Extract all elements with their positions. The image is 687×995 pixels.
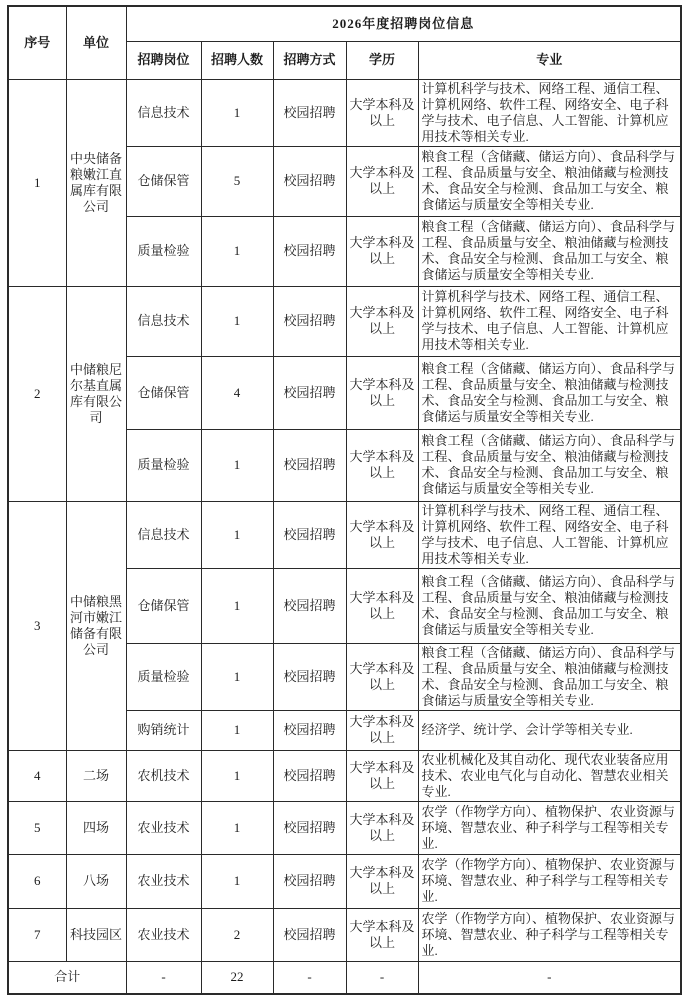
education-cell: 大学本科及以上 — [346, 79, 418, 146]
education-cell: 大学本科及以上 — [346, 501, 418, 568]
position-cell: 信息技术 — [126, 286, 201, 356]
education-cell: 大学本科及以上 — [346, 801, 418, 854]
total-education-cell: - — [346, 961, 418, 994]
major-cell: 粮食工程（含储藏、储运方向）、食品科学与工程、食品质量与安全、粮油储藏与检测技术、食品安全与检测、食品加工与安全、粮食储运与质量安全等相关专业. — [418, 429, 681, 501]
column-header-count: 招聘人数 — [201, 41, 273, 79]
index-cell: 3 — [8, 501, 66, 750]
unit-cell: 四场 — [66, 801, 126, 854]
major-cell: 粮食工程（含储藏、储运方向）、食品科学与工程、食品质量与安全、粮油储藏与检测技术、食品安全与检测、食品加工与安全、粮食储运与质量安全等相关专业. — [418, 568, 681, 643]
column-header-major: 专业 — [418, 41, 681, 79]
position-cell: 农业技术 — [126, 801, 201, 854]
major-cell: 粮食工程（含储藏、储运方向）、食品科学与工程、食品质量与安全、粮油储藏与检测技术、食品安全与检测、食品加工与安全、粮食储运与质量安全等相关专业. — [418, 643, 681, 710]
major-cell: 计算机科学与技术、网络工程、通信工程、计算机网络、软件工程、网络安全、电子科学与技术、电子信息、人工智能、计算机应用技术等相关专业. — [418, 286, 681, 356]
table-row — [8, 501, 681, 568]
method-cell: 校园招聘 — [273, 908, 346, 961]
count-cell: 1 — [201, 429, 273, 501]
method-cell: 校园招聘 — [273, 216, 346, 286]
education-cell: 大学本科及以上 — [346, 710, 418, 750]
table-row — [8, 750, 681, 801]
position-cell: 质量检验 — [126, 429, 201, 501]
education-cell: 大学本科及以上 — [346, 146, 418, 216]
index-cell: 5 — [8, 801, 66, 854]
method-cell: 校园招聘 — [273, 429, 346, 501]
position-cell: 质量检验 — [126, 216, 201, 286]
index-cell: 7 — [8, 908, 66, 961]
count-cell: 1 — [201, 568, 273, 643]
unit-cell: 二场 — [66, 750, 126, 801]
count-cell: 1 — [201, 710, 273, 750]
method-cell: 校园招聘 — [273, 801, 346, 854]
major-cell: 经济学、统计学、会计学等相关专业. — [418, 710, 681, 750]
index-cell: 2 — [8, 286, 66, 501]
method-cell: 校园招聘 — [273, 356, 346, 429]
column-header-position: 招聘岗位 — [126, 41, 201, 79]
method-cell: 校园招聘 — [273, 286, 346, 356]
unit-cell: 中储粮尼尔基直属库有限公司 — [66, 286, 126, 501]
count-cell: 1 — [201, 801, 273, 854]
index-cell: 6 — [8, 854, 66, 908]
total-method-cell: - — [273, 961, 346, 994]
table-row — [8, 286, 681, 356]
method-cell: 校园招聘 — [273, 643, 346, 710]
major-cell: 粮食工程（含储藏、储运方向）、食品科学与工程、食品质量与安全、粮油储藏与检测技术、食品安全与检测、食品加工与安全、粮食储运与质量安全等相关专业. — [418, 356, 681, 429]
major-cell: 计算机科学与技术、网络工程、通信工程、计算机网络、软件工程、网络安全、电子科学与技术、电子信息、人工智能、计算机应用技术等相关专业. — [418, 79, 681, 146]
major-cell: 农业机械化及其自动化、现代农业装备应用技术、农业电气化与自动化、智慧农业相关专业. — [418, 750, 681, 801]
count-cell: 1 — [201, 501, 273, 568]
major-cell: 农学（作物学方向）、植物保护、农业资源与环境、智慧农业、种子科学与工程等相关专业. — [418, 908, 681, 961]
position-cell: 信息技术 — [126, 79, 201, 146]
education-cell: 大学本科及以上 — [346, 429, 418, 501]
count-cell: 1 — [201, 79, 273, 146]
major-cell: 农学（作物学方向）、植物保护、农业资源与环境、智慧农业、种子科学与工程等相关专业. — [418, 854, 681, 908]
position-cell: 质量检验 — [126, 643, 201, 710]
position-cell: 农业技术 — [126, 908, 201, 961]
count-cell: 2 — [201, 908, 273, 961]
total-count-cell: 22 — [201, 961, 273, 994]
position-cell: 仓储保管 — [126, 146, 201, 216]
total-row — [8, 961, 681, 994]
method-cell: 校园招聘 — [273, 79, 346, 146]
column-header-index: 序号 — [8, 6, 66, 79]
column-header-method: 招聘方式 — [273, 41, 346, 79]
education-cell: 大学本科及以上 — [346, 854, 418, 908]
education-cell: 大学本科及以上 — [346, 568, 418, 643]
count-cell: 1 — [201, 854, 273, 908]
count-cell: 1 — [201, 643, 273, 710]
education-cell: 大学本科及以上 — [346, 216, 418, 286]
unit-cell: 中储粮黑河市嫩江储备有限公司 — [66, 501, 126, 750]
table-row — [8, 908, 681, 961]
count-cell: 1 — [201, 286, 273, 356]
method-cell: 校园招聘 — [273, 710, 346, 750]
unit-cell: 中央储备粮嫩江直属库有限公司 — [66, 79, 126, 286]
total-major-cell: - — [418, 961, 681, 994]
index-cell: 4 — [8, 750, 66, 801]
count-cell: 1 — [201, 750, 273, 801]
method-cell: 校园招聘 — [273, 146, 346, 216]
position-cell: 仓储保管 — [126, 356, 201, 429]
recruitment-table-sheet — [7, 5, 682, 995]
table-row — [8, 801, 681, 854]
table-group-title: 2026年度招聘岗位信息 — [126, 6, 681, 41]
position-cell: 农机技术 — [126, 750, 201, 801]
position-cell: 农业技术 — [126, 854, 201, 908]
total-position-cell: - — [126, 961, 201, 994]
major-cell: 计算机科学与技术、网络工程、通信工程、计算机网络、软件工程、网络安全、电子科学与技术、电子信息、人工智能、计算机应用技术等相关专业. — [418, 501, 681, 568]
column-header-education: 学历 — [346, 41, 418, 79]
unit-cell: 科技园区 — [66, 908, 126, 961]
column-header-unit: 单位 — [66, 6, 126, 79]
count-cell: 1 — [201, 216, 273, 286]
recruitment-table — [7, 5, 682, 995]
major-cell: 粮食工程（含储藏、储运方向）、食品科学与工程、食品质量与安全、粮油储藏与检测技术、食品安全与检测、食品加工与安全、粮食储运与质量安全等相关专业. — [418, 146, 681, 216]
education-cell: 大学本科及以上 — [346, 750, 418, 801]
position-cell: 仓储保管 — [126, 568, 201, 643]
method-cell: 校园招聘 — [273, 568, 346, 643]
count-cell: 5 — [201, 146, 273, 216]
table-row — [8, 854, 681, 908]
position-cell: 信息技术 — [126, 501, 201, 568]
index-cell: 1 — [8, 79, 66, 286]
education-cell: 大学本科及以上 — [346, 643, 418, 710]
major-cell: 粮食工程（含储藏、储运方向）、食品科学与工程、食品质量与安全、粮油储藏与检测技术、食品安全与检测、食品加工与安全、粮食储运与质量安全等相关专业. — [418, 216, 681, 286]
education-cell: 大学本科及以上 — [346, 908, 418, 961]
education-cell: 大学本科及以上 — [346, 356, 418, 429]
method-cell: 校园招聘 — [273, 750, 346, 801]
position-cell: 购销统计 — [126, 710, 201, 750]
count-cell: 4 — [201, 356, 273, 429]
header-row-group — [8, 6, 681, 41]
unit-cell: 八场 — [66, 854, 126, 908]
method-cell: 校园招聘 — [273, 854, 346, 908]
education-cell: 大学本科及以上 — [346, 286, 418, 356]
total-label-cell: 合计 — [8, 961, 126, 994]
table-row — [8, 79, 681, 146]
major-cell: 农学（作物学方向）、植物保护、农业资源与环境、智慧农业、种子科学与工程等相关专业. — [418, 801, 681, 854]
method-cell: 校园招聘 — [273, 501, 346, 568]
